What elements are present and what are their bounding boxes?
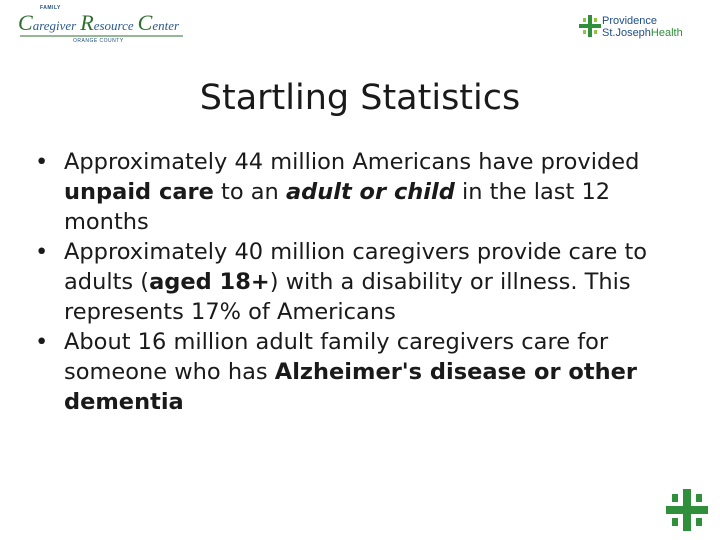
- bullet-item: [35, 237, 675, 327]
- bullet-item: [35, 147, 675, 237]
- text-run: Approximately 40 million caregivers provide care to adults (: [64, 239, 648, 295]
- logo-wordmark: [18, 10, 179, 36]
- caregiver-resource-center-logo: [18, 5, 188, 47]
- providence-corner-icon: [666, 489, 708, 531]
- bullet-text: [64, 149, 639, 235]
- bullet-dot: •: [35, 149, 49, 175]
- bullet-dot: •: [35, 329, 49, 355]
- logo-word: esource: [93, 18, 134, 33]
- text-run-bold: Alzheimer's disease or other dementia: [64, 359, 638, 415]
- logo-county-text: ORANGE COUNTY: [73, 38, 124, 44]
- logo-letter: C: [18, 10, 33, 35]
- bullet-item: [35, 327, 675, 417]
- text-run: in the last 12 months: [64, 179, 611, 235]
- text-run: ) with a disability or illness. This represents 17% of Americans: [64, 269, 631, 325]
- text-run: Approximately 44 million Americans have provided: [64, 149, 640, 175]
- text-run-bold: unpaid care: [64, 179, 214, 205]
- bullet-text: [64, 239, 647, 325]
- text-run: to an: [213, 179, 286, 205]
- bullet-list: [35, 147, 675, 417]
- logo-word: enter: [152, 18, 180, 33]
- bullet-text: [64, 329, 637, 415]
- logo-family-text: FAMILY: [40, 5, 61, 11]
- text-run-bold: aged 18+: [149, 269, 270, 295]
- health-text: Health: [650, 27, 683, 39]
- text-run-bold-italic: adult or child: [285, 179, 455, 205]
- providence-name: Providence: [602, 15, 658, 27]
- stjoseph-text: St.Joseph: [602, 27, 651, 39]
- stjoseph-health-name: [602, 27, 683, 39]
- text-run: About 16 million adult family caregivers care for someone who has: [64, 329, 609, 385]
- logo-word: aregiver: [32, 18, 77, 33]
- slide-title: Startling Statistics: [199, 78, 521, 118]
- logo-letter: C: [137, 10, 153, 35]
- bullet-dot: •: [35, 239, 49, 265]
- logo-letter: R: [80, 10, 94, 35]
- providence-logo: [579, 15, 709, 41]
- providence-cross-icon: [579, 15, 601, 37]
